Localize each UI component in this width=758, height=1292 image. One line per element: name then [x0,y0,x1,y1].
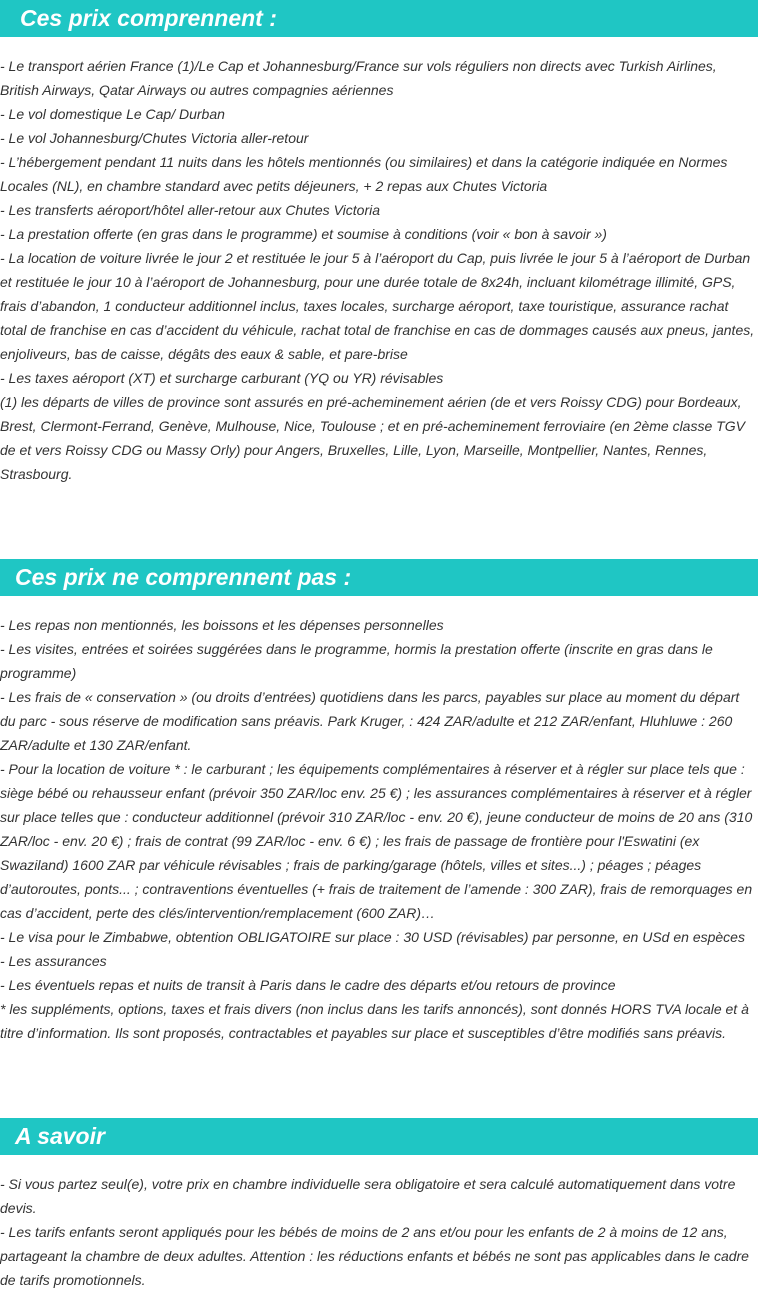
list-item: - Les assurances [0,953,107,969]
section-title: Ces prix ne comprennent pas : [15,564,352,590]
list-item: - La prestation offerte (en gras dans le programme) et soumise à conditions (voir « bon à savoir ») [0,226,607,242]
list-item: - Les éventuels repas et nuits de transit à Paris dans le cadre des départs et/ou retours de province [0,977,616,993]
section-body-good-to-know [0,1172,758,1292]
footnote: (1) les départs de villes de province sont assurés en pré-acheminement aérien (de et vers Roissy CDG) pour Bordeaux, Brest, Clermont-Ferrand, Genève, Mulhouse, Nice, Toulouse ; et en pré-acheminement ferroviaire (en 2ème classe TGV de et vers Roissy CDG ou Massy Orly) pour Angers, Bruxelles, Lille, Lyon, Marseille, Montpellier, Nantes, Rennes, Strasbourg. [0,394,745,482]
list-item: - Le vol domestique Le Cap/ Durban [0,106,225,122]
section-title: A savoir [15,1123,105,1149]
list-item: - Le visa pour le Zimbabwe, obtention OBLIGATOIRE sur place : 30 USD (révisables) par personne, en USd en espèces [0,929,745,945]
list-item: - Les transferts aéroport/hôtel aller-retour aux Chutes Victoria [0,202,381,218]
list-item: - Le vol Johannesburg/Chutes Victoria aller-retour [0,130,309,146]
list-item: - Le transport aérien France (1)/Le Cap et Johannesburg/France sur vols réguliers non directs avec Turkish Airlines, British Airways, Qatar Airways ou autres compagnies aériennes [0,58,717,98]
list-item: - Si vous partez seul(e), votre prix en chambre individuelle sera obligatoire et sera calculé automatiquement dans votre devis. [0,1176,736,1216]
section-title: Ces prix comprennent : [20,5,277,31]
list-item: - La location de voiture livrée le jour 2 et restituée le jour 5 à l’aéroport du Cap, puis livrée le jour 5 à l’aéroport de Durban et restituée le jour 10 à l’aéroport de Johannesburg, pour une durée totale de 8x24h, incluant kilométrage illimité, GPS, frais d’abandon, 1 conducteur additionnel inclus, taxes locales, surcharge aéroport, taxe touristique, assurance rachat total de franchise en cas d’accident du véhicule, rachat total de franchise en cas de dommages causés aux pneus, jantes, enjoliveurs, bas de caisse, dégâts des eaux & sable, et pare-brise [0,250,755,362]
list-item: - Les taxes aéroport (XT) et surcharge carburant (YQ ou YR) révisables [0,370,444,386]
list-item: - Les frais de « conservation » (ou droits d’entrées) quotidiens dans les parcs, payables sur place au moment du départ du parc - sous réserve de modification sans préavis. Park Kruger, : 424 ZAR/adulte et 212 ZAR/enfant, Hluhluwe : 260 ZAR/adulte et 130 ZAR/enfant. [0,689,740,753]
section-header-good-to-know [0,1118,758,1155]
list-item: - Les tarifs enfants seront appliqués pour les bébés de moins de 2 ans et/ou pour les enfants de 2 à moins de 12 ans, partageant la chambre de deux adultes. Attention : les réductions enfants et bébés ne sont pas applicables dans le cadre de tarifs promotionnels. [0,1224,749,1288]
section-header-not-included [0,559,758,596]
list-item: - Les repas non mentionnés, les boissons et les dépenses personnelles [0,617,444,633]
section-body-not-included [0,613,758,1045]
footnote: * les suppléments, options, taxes et frais divers (non inclus dans les tarifs annoncés), sont donnés HORS TVA locale et à titre d’information. Ils sont proposés, contractables et payables sur place et susceptibles d’être modifiés sans préavis. [0,1001,749,1041]
section-header-included [0,0,758,37]
list-item: - Pour la location de voiture * : le carburant ; les équipements complémentaires à réserver et à régler sur place tels que : siège bébé ou rehausseur enfant (prévoir 350 ZAR/loc env. 25 €) ; les assurances complémentaires à réserver et à régler sur place telles que : conducteur additionnel (prévoir 310 ZAR/loc - env. 20 €), jeune conducteur de moins de 20 ans (310 ZAR/loc - env. 20 €) ; frais de contrat (99 ZAR/loc - env. 6 €) ; les frais de passage de frontière pour l'Eswatini (ex Swaziland) 1600 ZAR par véhicule révisables ; frais de parking/garage (hôtels, villes et sites...) ; péages ; péages d’autoroutes, ponts... ; contraventions éventuelles (+ frais de traitement de l’amende : 300 ZAR), frais de remorquages en cas d’accident, perte des clés/intervention/remplacement (600 ZAR)… [0,761,753,921]
list-item: - L’hébergement pendant 11 nuits dans les hôtels mentionnés (ou similaires) et dans la catégorie indiquée en Normes Locales (NL), en chambre standard avec petits déjeuners, + 2 repas aux Chutes Victoria [0,154,728,194]
section-body-included [0,54,758,486]
list-item: - Les visites, entrées et soirées suggérées dans le programme, hormis la prestation offerte (inscrite en gras dans le programme) [0,641,713,681]
